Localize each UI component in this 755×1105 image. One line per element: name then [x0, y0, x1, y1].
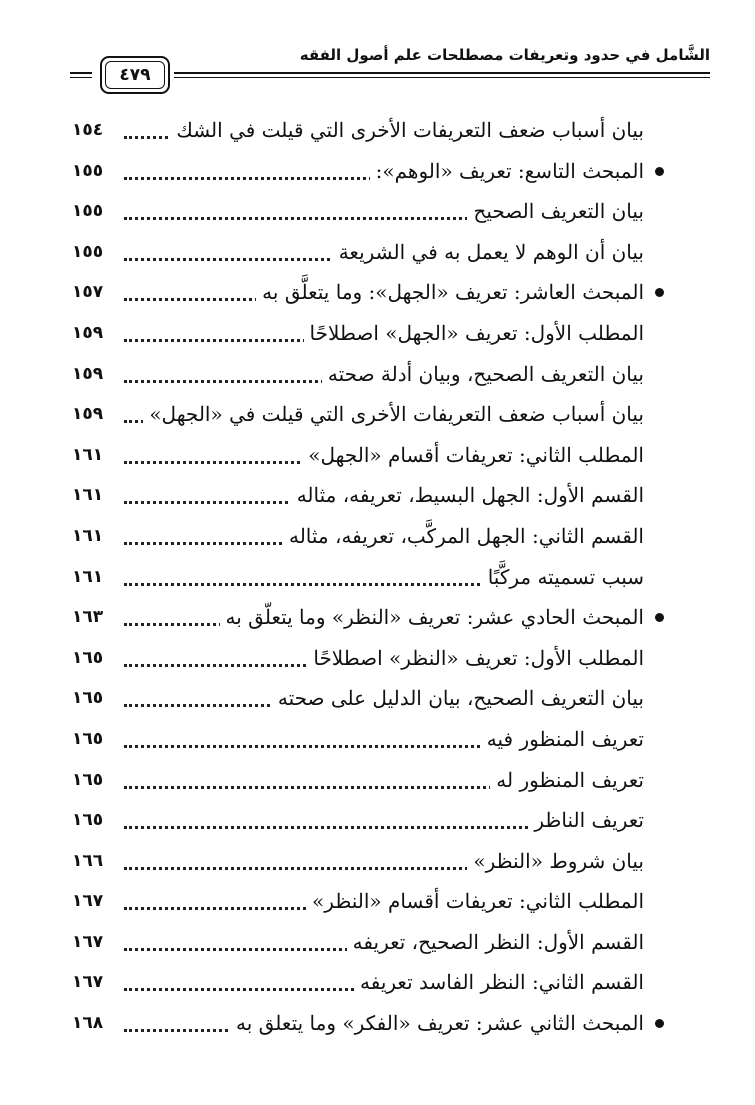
- toc-entry: [72, 678, 672, 719]
- running-header: [70, 38, 710, 98]
- toc-entry-title: بيان التعريف الصحيح، بيان الدليل على صحته: [272, 678, 644, 718]
- toc-entry: [72, 638, 672, 679]
- toc-entry: [72, 394, 672, 435]
- toc-entry-title: بيان أسباب ضعف التعريفات الأخرى التي قيلت في «الجهل»: [143, 394, 644, 434]
- toc-entry-page: ١٦١: [72, 475, 107, 515]
- toc-entry-page: ١٥٤: [72, 110, 107, 150]
- toc-entry-title: القسم الثاني: النظر الفاسد تعريفه: [354, 962, 644, 1002]
- toc-entry: [72, 922, 672, 963]
- toc-entry: [72, 1003, 672, 1044]
- bullet-icon: [655, 613, 664, 622]
- toc-entry: [72, 800, 672, 841]
- toc-entry-title: المطلب الثاني: تعريفات أقسام «النظر»: [306, 881, 644, 921]
- toc-entry-title: سبب تسميته مركَّبًا: [482, 557, 644, 597]
- toc-entry: [72, 232, 672, 273]
- toc-entry-title: المطلب الثاني: تعريفات أقسام «الجهل»: [302, 435, 644, 475]
- toc-entry-title: القسم الثاني: الجهل المركَّب، تعريفه، مثاله: [283, 516, 644, 556]
- toc-entry-title: المبحث التاسع: تعريف «الوهم»:: [370, 151, 644, 191]
- toc-entry-page: ١٦٨: [72, 1003, 107, 1043]
- toc-entry-page: ١٥٧: [72, 272, 107, 312]
- toc-entry-page: ١٦٧: [72, 922, 107, 962]
- toc-entry-page: ١٥٥: [72, 191, 107, 231]
- toc-entry-page: ١٦٦: [72, 841, 107, 881]
- toc-entry-title: القسم الأول: الجهل البسيط، تعريفه، مثاله: [291, 475, 644, 515]
- toc-entry: [72, 272, 672, 313]
- toc-entry-title: بيان أسباب ضعف التعريفات الأخرى التي قيلت في الشك: [170, 110, 644, 150]
- toc-entry-page: ١٦١: [72, 557, 107, 597]
- table-of-contents: [72, 110, 672, 1044]
- toc-entry-page: ١٥٩: [72, 313, 107, 353]
- toc-entry-title: المطلب الأول: تعريف «الجهل» اصطلاحًا: [304, 313, 644, 353]
- toc-entry: [72, 516, 672, 557]
- toc-entry-title: المبحث الثاني عشر: تعريف «الفكر» وما يتعلق به: [230, 1003, 644, 1043]
- bullet-icon: [655, 167, 664, 176]
- toc-entry: [72, 435, 672, 476]
- toc-entry-title: المبحث الحادي عشر: تعريف «النظر» وما يتعلّق به: [220, 597, 645, 637]
- toc-entry-title: تعريف المنظور له: [490, 760, 644, 800]
- toc-entry-title: بيان التعريف الصحيح: [467, 191, 644, 231]
- toc-entry-page: ١٥٩: [72, 354, 107, 394]
- toc-entry-title: المبحث العاشر: تعريف «الجهل»: وما يتعلَّق به: [256, 272, 644, 312]
- page-number: ٤٧٩: [119, 65, 151, 85]
- toc-entry-page: ١٦٥: [72, 800, 107, 840]
- toc-entry: [72, 841, 672, 882]
- toc-entry-title: المطلب الأول: تعريف «النظر» اصطلاحًا: [307, 638, 644, 678]
- toc-entry-page: ١٦٥: [72, 760, 107, 800]
- toc-entry-page: ١٦٥: [72, 638, 107, 678]
- toc-entry-title: بيان التعريف الصحيح، وبيان أدلة صحته: [322, 354, 644, 394]
- bullet-icon: [655, 288, 664, 297]
- toc-entry: [72, 354, 672, 395]
- toc-entry: [72, 719, 672, 760]
- toc-entry: [72, 557, 672, 598]
- toc-entry-title: بيان شروط «النظر»: [467, 841, 644, 881]
- toc-entry-page: ١٥٥: [72, 151, 107, 191]
- toc-entry-title: تعريف الناظر: [528, 800, 644, 840]
- toc-entry-page: ١٦١: [72, 516, 107, 556]
- toc-entry: [72, 962, 672, 1003]
- toc-entry-page: ١٥٩: [72, 394, 107, 434]
- toc-entry: [72, 313, 672, 354]
- toc-entry-page: ١٦٣: [72, 597, 107, 637]
- bullet-icon: [655, 1019, 664, 1028]
- toc-entry-page: ١٥٥: [72, 232, 107, 272]
- toc-entry-title: تعريف المنظور فيه: [481, 719, 644, 759]
- toc-entry-page: ١٦٧: [72, 881, 107, 921]
- toc-entry-title: بيان أن الوهم لا يعمل به في الشريعة: [333, 232, 644, 272]
- book-title: الشَّامل في حدود وتعريفات مصطلحات علم أصول الفقه: [299, 46, 710, 64]
- toc-entry: [72, 597, 672, 638]
- toc-entry-page: ١٦٧: [72, 962, 107, 1002]
- toc-entry-title: القسم الأول: النظر الصحيح، تعريفه: [347, 922, 644, 962]
- toc-entry: [72, 881, 672, 922]
- toc-entry: [72, 191, 672, 232]
- toc-entry-page: ١٦٥: [72, 719, 107, 759]
- toc-entry: [72, 151, 672, 192]
- toc-entry: [72, 475, 672, 516]
- page-number-badge: [100, 56, 170, 94]
- toc-entry: [72, 760, 672, 801]
- toc-entry-page: ١٦١: [72, 435, 107, 475]
- toc-entry-page: ١٦٥: [72, 678, 107, 718]
- toc-entry: [72, 110, 672, 151]
